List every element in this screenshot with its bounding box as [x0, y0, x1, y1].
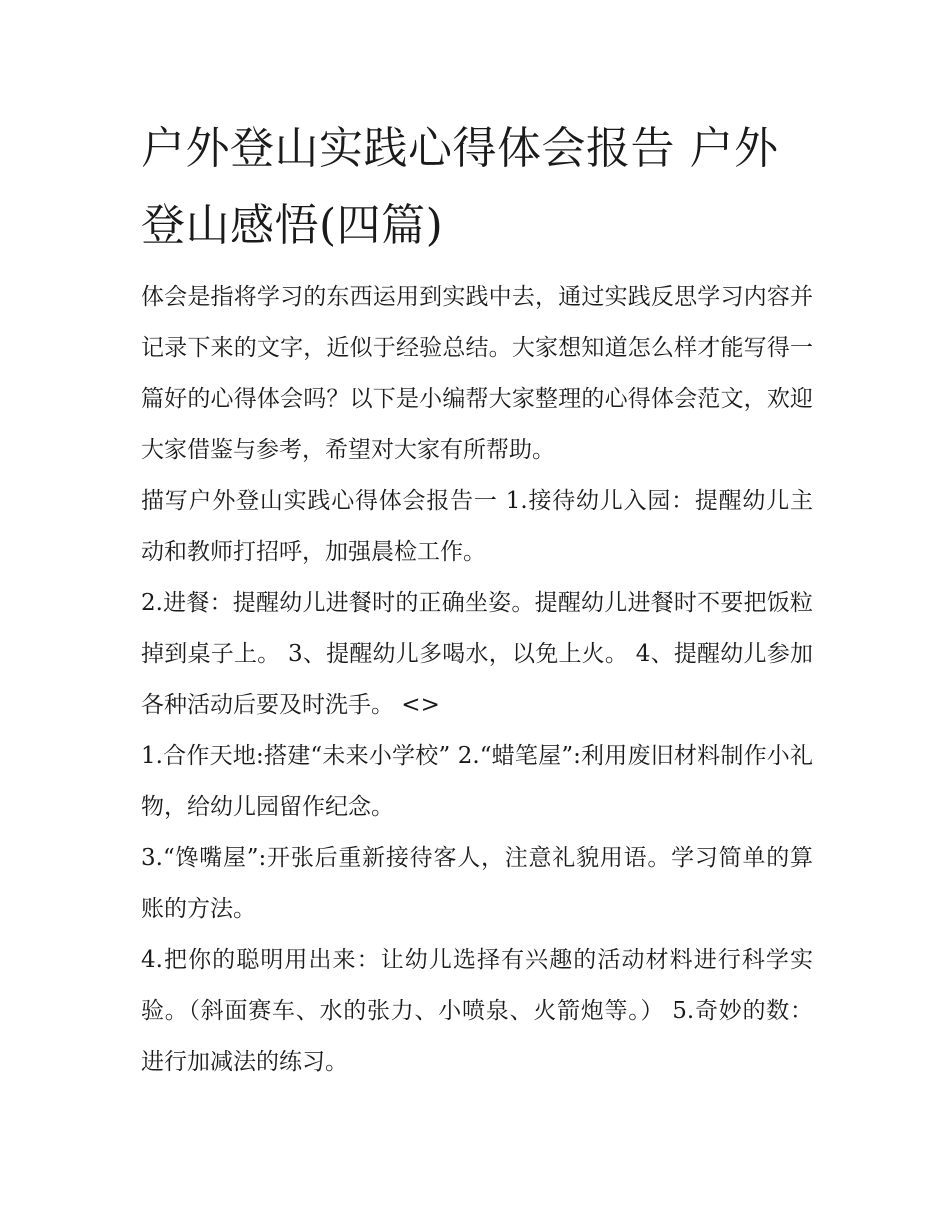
body-paragraph: 描写户外登山实践心得体会报告一 1.接待幼儿入园：提醒幼儿主动和教师打招呼，加强晨检工作。: [141, 488, 813, 565]
document-body: [141, 110, 813, 1088]
document-title: 户外登山实践心得体会报告 户外登山感悟(四篇): [141, 123, 779, 251]
body-paragraph: 1.合作天地:搭建“未来小学校” 2.“蜡笔屋”:利用废旧材料制作小礼物，给幼儿园留作纪念。: [141, 743, 813, 820]
body-paragraph: 2.进餐：提醒幼儿进餐时的正确坐姿。提醒幼儿进餐时不要把饭粒掉到桌子上。 3、提醒幼儿多喝水，以免上火。 4、提醒幼儿参加各种活动后要及时洗手。 <>: [141, 590, 813, 718]
body-paragraph: 4.把你的聪明用出来：让幼儿选择有兴趣的活动材料进行科学实验。（斜面赛车、水的张力、小喷泉、火箭炮等。） 5.奇妙的数：进行加减法的练习。: [141, 947, 813, 1075]
body-paragraph: 3.“馋嘴屋”:开张后重新接待客人，注意礼貌用语。学习简单的算账的方法。: [141, 845, 813, 922]
intro-paragraph: 体会是指将学习的东西运用到实践中去，通过实践反思学习内容并记录下来的文字，近似于经验总结。大家想知道怎么样才能写得一篇好的心得体会吗？以下是小编帮大家整理的心得体会范文，欢迎大家借鉴与参考，希望对大家有所帮助。: [141, 284, 813, 463]
